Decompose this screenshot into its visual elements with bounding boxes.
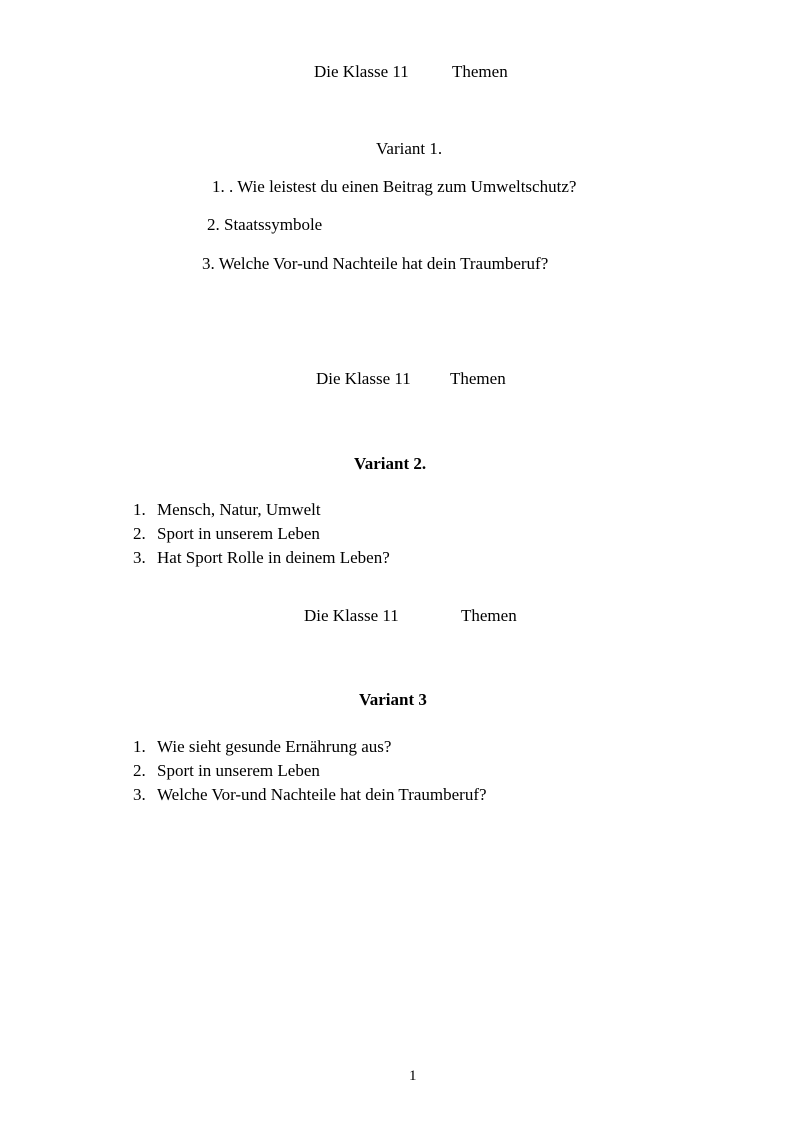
section1-variant-title: Variant 1. (376, 139, 443, 158)
section1-item-2: 2. Staatssymbole (207, 215, 323, 234)
section2-variant-title: Variant 2. (354, 454, 427, 473)
page-number: 1 (409, 1068, 417, 1084)
section1-item-1: 1. . Wie leistest du einen Beitrag zum Umweltschutz? (212, 177, 577, 196)
list-item-number: 3. (133, 548, 146, 567)
list-item-number: 1. (133, 737, 146, 756)
list-item-number: 1. (133, 500, 146, 519)
section2-header-class: Die Klasse 11 (316, 369, 411, 388)
section3-variant-title: Variant 3 (359, 690, 427, 709)
list-item-text: Hat Sport Rolle in deinem Leben? (157, 548, 390, 567)
list-item-text: Wie sieht gesunde Ernährung aus? (157, 737, 392, 756)
list-item-text: Mensch, Natur, Umwelt (157, 500, 321, 519)
section2-header-themes: Themen (450, 369, 506, 388)
section1-header-class: Die Klasse 11 (314, 62, 409, 81)
list-item-text: Sport in unserem Leben (157, 761, 320, 780)
list-item-text: Sport in unserem Leben (157, 524, 320, 543)
section1-header-themes: Themen (452, 62, 508, 81)
list-item-number: 2. (133, 761, 146, 780)
section3-header-class: Die Klasse 11 (304, 606, 399, 625)
list-item-number: 2. (133, 524, 146, 543)
list-item-text: Welche Vor-und Nachteile hat dein Traumberuf? (157, 785, 487, 804)
section3-header-themes: Themen (461, 606, 517, 625)
list-item-number: 3. (133, 785, 146, 804)
section1-item-3: 3. Welche Vor-und Nachteile hat dein Traumberuf? (202, 254, 549, 273)
